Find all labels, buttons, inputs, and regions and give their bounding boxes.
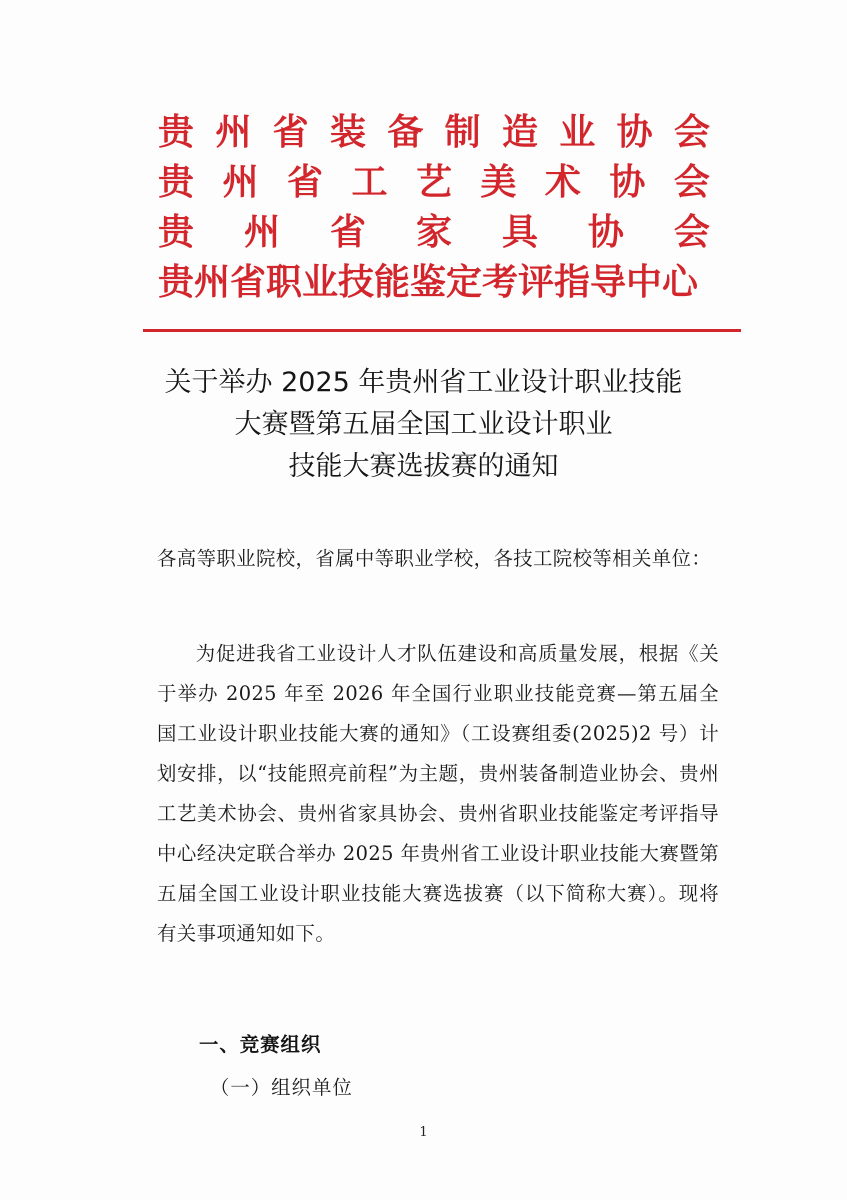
issuing-organizations bbox=[158, 108, 710, 308]
issuer-char: 工 bbox=[351, 162, 388, 203]
header-red-rule bbox=[143, 329, 741, 332]
issuer-char: 家 bbox=[415, 212, 452, 253]
subsection-heading: （一）组织单位 bbox=[210, 1076, 353, 1099]
issuer-char: 制 bbox=[444, 112, 481, 153]
issuer-char: 美 bbox=[480, 162, 517, 203]
salutation: 各高等职业院校，省属中等职业学校，各技工院校等相关单位： bbox=[157, 547, 712, 570]
issuer-char: 州 bbox=[222, 162, 259, 203]
issuer-char: 业 bbox=[559, 112, 596, 153]
issuer-line-3 bbox=[158, 208, 710, 258]
issuer-char: 州 bbox=[215, 112, 252, 153]
issuer-char: 装 bbox=[329, 112, 366, 153]
issuer-char: 省 bbox=[272, 112, 309, 153]
page-number: 1 bbox=[419, 1125, 428, 1140]
issuer-char: 协 bbox=[609, 162, 646, 203]
issuer-char: 造 bbox=[501, 112, 538, 153]
issuer-char: 会 bbox=[673, 212, 710, 253]
issuer-char: 贵 bbox=[158, 162, 195, 203]
title-line-1: 关于举办 2025 年贵州省工业设计职业技能 bbox=[164, 367, 683, 398]
issuer-line-4: 贵州省职业技能鉴定考评指导中心 bbox=[158, 262, 699, 303]
issuer-char: 省 bbox=[286, 162, 323, 203]
issuer-char: 贵 bbox=[158, 112, 195, 153]
issuer-char: 协 bbox=[616, 112, 653, 153]
issuer-char: 贵 bbox=[158, 212, 195, 253]
issuer-char: 备 bbox=[387, 112, 424, 153]
issuer-char: 具 bbox=[501, 212, 538, 253]
issuer-line-1 bbox=[158, 108, 710, 158]
section-heading: 一、竞赛组织 bbox=[199, 1033, 322, 1056]
issuer-char: 艺 bbox=[415, 162, 452, 203]
document-title bbox=[120, 362, 727, 488]
issuer-char: 省 bbox=[329, 212, 366, 253]
issuer-char: 州 bbox=[243, 212, 280, 253]
issuer-char: 协 bbox=[587, 212, 624, 253]
issuer-line-2 bbox=[158, 158, 710, 208]
issuer-char: 会 bbox=[673, 112, 710, 153]
title-line-3: 技能大赛选拔赛的通知 bbox=[288, 451, 559, 482]
issuer-char: 会 bbox=[673, 162, 710, 203]
body-paragraph: 为促进我省工业设计人才队伍建设和高质量发展，根据《关于举办 2025 年至 2026 年全国行业职业技能竞赛—第五届全国工业设计职业技能大赛的通知》（工设赛组委(2025)2 号）计划安排，以“技能照亮前程”为主题，贵州装备制造业协会、贵州工艺美术协会、贵州省家具协会、贵州省职业技能鉴定考评指导中心经决定联合举办 2025 年贵州省工业设计职业技能大赛暨第五届全国工业设计职业技能大赛选拔赛（以下简称大赛）。现将有关事项通知如下。 bbox=[157, 642, 719, 945]
issuer-char: 术 bbox=[544, 162, 581, 203]
title-line-2: 大赛暨第五届全国工业设计职业 bbox=[234, 409, 613, 440]
